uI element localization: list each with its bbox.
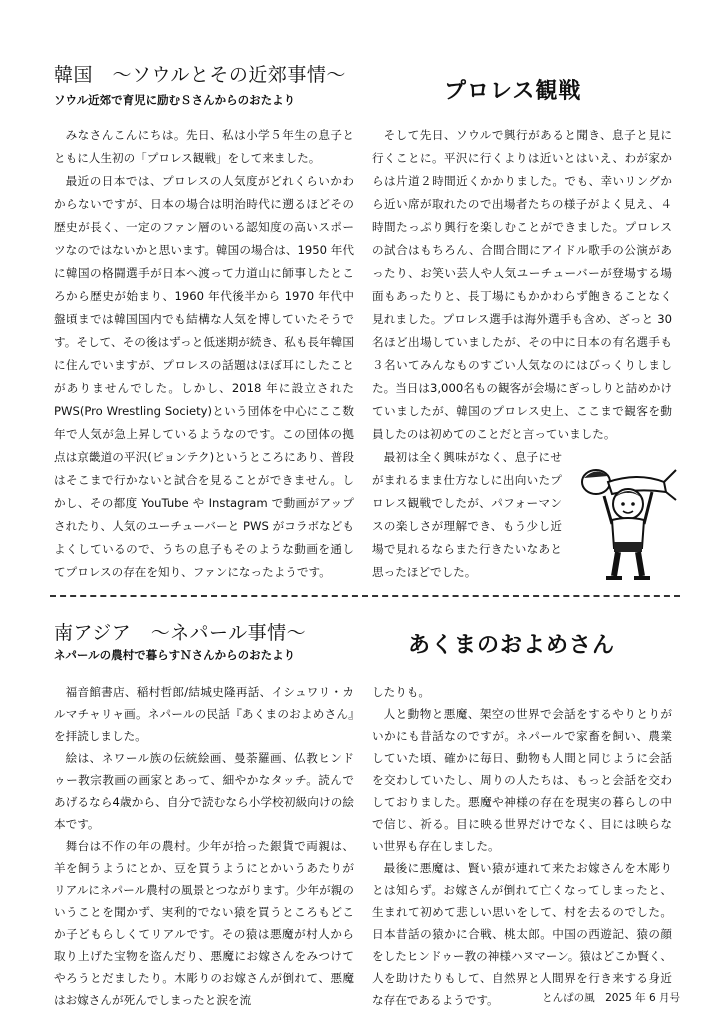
wrestler-icon (568, 452, 680, 582)
paragraph: 絵は、ネワール族の伝統絵画、曼荼羅画、仏教ヒンドゥー教宗教画の画家とあって、細やかなタッチ。読んであげるなら4歳から、自分で読むなら小学校初級向けの絵本です。 (54, 751, 354, 831)
section-divider (50, 595, 680, 597)
feature-title-devils-bride: あくまのおよめさん (408, 633, 616, 658)
section-title-nepal: 南アジア ～ネパール事情～ (54, 622, 307, 644)
article-korea-column-2 (372, 124, 672, 584)
paragraph: みなさんこんにちは。先日、私は小学５年生の息子とともに人生初の「プロレス観戦」をして来ました。 (54, 128, 354, 165)
wrestler-illustration (568, 452, 680, 582)
article-korea-column-1 (54, 124, 354, 584)
feature-title-pro-wrestling: プロレス観戦 (444, 79, 582, 104)
section-subtitle-nepal: ネパールの農村で暮らすＮさんからのおたより (54, 648, 296, 662)
paragraph: 最近の日本では、プロレスの人気度がどれくらいかわからないですが、日本の場合は明治時代に遡るほどその歴史が長く、一定のファン層のいる認知度の高いスポーツなのではないかと思います。韓国の場合は、1950 年代に韓国の格闘選手が日本へ渡って力道山に師事したところから歴史が始まり、1960 年代後半から 1970 年代中盤頃までは韓国国内でも結構な人気を博していたそうです。そして、その後はずっと低迷期が続き、私も長年韓国に住んでいますが、プロレスの話題はほぼ耳にしたことがありませんでした。しかし、2018 年に設立された PWS(Pro Wrestling Society)という団体を中心にここ数年で人気が急上昇しているようなのです。この団体の拠点は京畿道の平沢(ピョンテク)というところにあり、普段はそこまで行かないと試合を見ることができません。しかし、その都度 YouTube や Instagram で動画がアップされたり、人気のユーチューバーと PWS がコラボなどもよくしているので、うちの息子もそのような動画を通してプロレスの存在を知り、ファンになったようです。 (54, 174, 354, 579)
paragraph: そして先日、ソウルで興行があると聞き、息子と見に行くことに。平沢に行くよりは近いとはいえ、わが家からは片道２時間近くかかりました。でも、幸いリングから近い席が取れたので出場者たちの様子がよく見え、４時間たっぷり興行を楽しむことができました。プロレスの試合はもちろん、合間合間にアイドル歌手の公演があったり、お笑い芸人や人気ユーチューバーが登場する場面もあったりと、長丁場にもかかわらず飽きることなく見れました。プロレス選手は海外選手も含め、ざっと 30 名ほど出場していましたが、その中に日本の有名選手も３名いてみんなものすごい人気なのにはびっくりしました。当日は3,000名もの観客が会場にぎっしりと詰めかけていましたが、韓国のプロレス史上、ここまで観客を動員したのは初めてのことだと言っていました。 (372, 128, 672, 441)
paragraph: 最後に悪魔は、賢い猿が連れて来たお嫁さんを木彫りとは知らず。お嫁さんが倒れて亡くなってしまったと、生まれて初めて悲しい思いをして、村を去るのでした。日本昔話の猿かに合戦、桃太郎。中国の西遊記、猿の顔をしたヒンドゥー教の神様ハヌマーン。猿はどこか賢く、人を助けたりもして、自然界と人間界を行き来する身近な存在であるようです。 (372, 861, 672, 1007)
issue-footer: とんぱの風 2025 年 6 月号 (542, 992, 680, 1004)
paragraph: したりも。 (372, 685, 430, 699)
paragraph: 人と動物と悪魔、架空の世界で会話をするやりとりがいかにも昔話なのですが。ネパールで家畜を飼い、農業していた頃、確かに毎日、動物も人間と同じように会話を交わしていたし、周りの人たちは、もっと会話を交わしておりました。悪魔や神様の存在を現実の暮らしの中で信じ、祈る。目に映る世界だけでなく、目には映らない世界も存在しました。 (372, 707, 672, 853)
paragraph: 最初は全く興味がなく、息子にせがまれるまま仕方なしに出向いたプロレス観戦でしたが、パフォーマンスの楽しさが理解でき、もう少し近場で見れるならまた行きたいなあと思ったほどでした。 (372, 450, 562, 579)
section-title-korea: 韓国 ～ソウルとその近郊事情～ (54, 64, 346, 86)
paragraph: 舞台は不作の年の農村。少年が拾った銀貨で両親は、羊を飼うようにとか、豆を買うようにとかいうあたりがリアルにネパール農村の風景とつながります。少年が親のいうことを聞かず、実利的でない猿を買うところもどこか子どもらしくてリアルです。その猿は悪魔が村人から取り上げた宝物を盗んだり、悪魔にお嫁さんをみつけてやろうとだましたり。木彫りのお嫁さんが倒れて、悪魔はお嫁さんが死んでしまったと涙を流 (54, 839, 354, 1007)
article-nepal-column-2 (372, 681, 672, 1011)
article-nepal-column-1 (54, 681, 354, 1011)
paragraph: 福音館書店、稲村哲郎/結城史隆再話、イシュワリ・カルマチャリャ画。ネパールの民話『あくまのおよめさん』を拝読しました。 (54, 685, 354, 743)
section-subtitle-korea: ソウル近郊で育児に励むＳさんからのおたより (54, 93, 296, 107)
